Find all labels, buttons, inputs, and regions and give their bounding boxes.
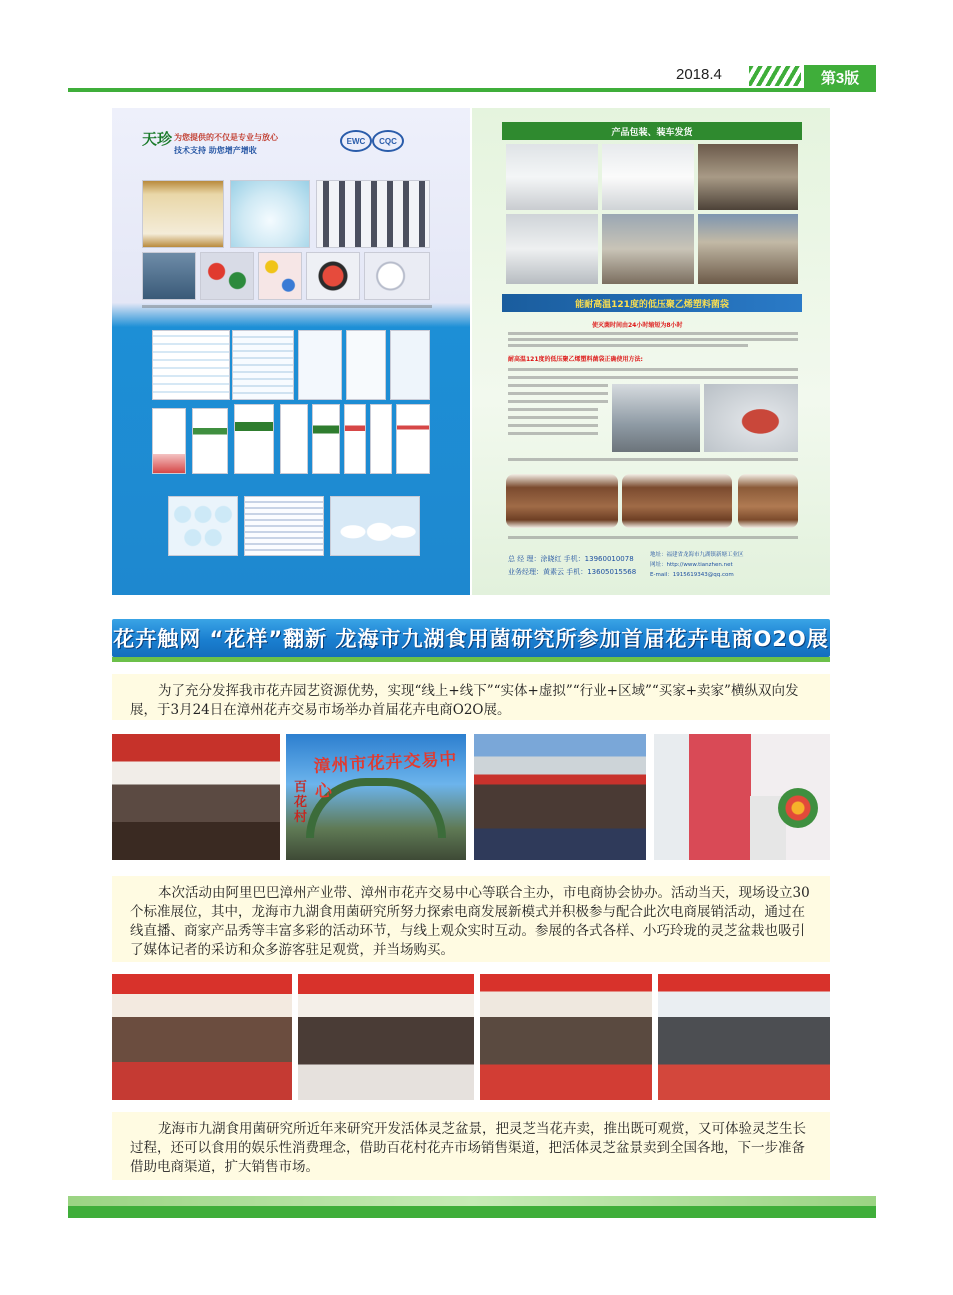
printed-bag-image xyxy=(370,404,392,474)
contact-website: 网址：http://www.tianzhen.net xyxy=(650,562,733,568)
ad-left-panel xyxy=(112,108,470,595)
banner-stripe xyxy=(112,657,830,662)
fine-print xyxy=(508,344,748,347)
event-photo-gate xyxy=(286,734,466,860)
sterilization-band-title: 能耐高温121度的低压聚乙烯塑料菌袋 xyxy=(502,294,802,312)
bottle-caps-image xyxy=(200,252,254,300)
flat-bag-image xyxy=(346,330,386,400)
printed-bag-image xyxy=(312,404,340,474)
article-title: 花卉触网 “花样”翻新 龙海市九湖食用菌研究所参加首届花卉电商O2O展 xyxy=(113,627,829,651)
truck-photo xyxy=(698,144,798,210)
event-photo-audience xyxy=(474,734,646,860)
sterilization-highlight: 使灭菌时间由24小时缩短为8小时 xyxy=(592,322,683,329)
bag-stack-image xyxy=(232,330,294,400)
ad-brand-name: 天珍 xyxy=(142,130,173,148)
fine-print xyxy=(508,392,608,395)
issue-date: 2018.4 xyxy=(676,66,722,83)
workshop-image xyxy=(142,252,196,300)
event-photo-booth xyxy=(112,734,280,860)
fine-print xyxy=(508,400,608,403)
ad-slogan: 为您提供的不仅是专业与放心 xyxy=(174,133,278,142)
article-title-banner xyxy=(112,619,830,657)
paragraph-intro: 为了充分发挥我市花卉园艺资源优势，实现“线上+线下”“实体+虚拟”“行业+区域”“买家+卖家”横纵双向发展，于3月24日在漳州花卉交易市场举办首届花卉电商O2O展。 xyxy=(112,674,830,720)
paragraph-summary: 龙海市九湖食用菌研究所近年来研究开发活体灵芝盆景，把灵芝当花卉卖，推出既可观赏，又可体验灵芝生长过程，还可以食用的娱乐性消费理念，借助百花村花卉市场销售渠道，把活体灵芝盆景卖到全国各地，下一步准备借助电商渠道，扩大销售市场。 xyxy=(112,1112,830,1180)
booth-photo xyxy=(112,974,292,1100)
packing-photo xyxy=(506,144,598,210)
contact-manager: 总 经 理：涂晓红 手机：13960010078 xyxy=(508,555,634,563)
warehouse-photo xyxy=(602,214,694,284)
packing-band-title: 产品包装、装车发货 xyxy=(502,122,802,140)
fine-print xyxy=(508,408,598,411)
fine-print xyxy=(508,416,598,419)
fine-print xyxy=(508,376,798,379)
grow-bag-photo xyxy=(506,474,618,528)
fine-print xyxy=(508,432,598,435)
fine-print xyxy=(508,332,798,335)
flat-bag-image xyxy=(390,330,430,400)
bag-stack-image xyxy=(152,330,230,400)
paragraph-event: 本次活动由阿里巴巴漳州产业带、漳州市花卉交易中心等联合主办，市电商协会协办。活动当天，现场设立30个标准展位，其中，龙海市九湖食用菌研究所努力探索电商发展新模式并积极参与配合此次电商展销活动，通过在线直播、商家产品秀等丰富多彩的活动环节，与线上观众实时互动。参展的各式各样、小巧玲珑的灵芝盆栽也吸引了媒体记者的采访和众多游客驻足观赏，并当场购买。 xyxy=(112,876,830,962)
fine-print xyxy=(508,338,798,341)
booth-photo xyxy=(658,974,830,1100)
booth-photo xyxy=(298,974,474,1100)
product-bags-image xyxy=(230,180,310,248)
certificate-image xyxy=(142,180,224,248)
footer-band-light xyxy=(68,1196,876,1206)
ad-right-panel xyxy=(472,108,830,595)
certification-logo: EWC xyxy=(340,130,372,152)
booth-photo xyxy=(480,974,652,1100)
fine-print xyxy=(508,368,798,371)
loaded-truck-photo xyxy=(698,214,798,284)
usage-heading: 耐高温121度的低压聚乙烯塑料菌袋正确使用方法: xyxy=(508,356,643,363)
flower-arrangement xyxy=(778,788,818,828)
plastic-tubes-image xyxy=(316,180,430,248)
fine-print xyxy=(508,424,598,427)
printed-bag-image xyxy=(344,404,366,474)
printed-bag-image xyxy=(152,408,186,474)
grow-bag-photo xyxy=(738,474,798,528)
header-stripes xyxy=(749,66,801,86)
packing-photo xyxy=(506,214,598,284)
packing-photo xyxy=(602,144,694,210)
contact-address: 地址：福建省龙海市九湖镇新塘工业区 xyxy=(650,552,744,558)
fine-print xyxy=(508,536,798,539)
contact-sales: 业务经理：黄素云 手机：13605015568 xyxy=(508,568,637,576)
ad-subslogan: 技术支持 助您增产增收 xyxy=(174,146,257,155)
contact-email: E-mail：1915619343@qq.com xyxy=(650,572,734,578)
tile-caption xyxy=(142,305,432,308)
printed-bag-image xyxy=(280,404,308,474)
caps-set-image xyxy=(306,252,360,300)
white-bottles-image xyxy=(330,496,420,556)
fine-print xyxy=(508,384,608,387)
white-caps-image xyxy=(364,252,430,300)
fine-print xyxy=(508,458,798,461)
page-number-badge: 第3版 xyxy=(804,65,876,89)
event-photo-speaker xyxy=(654,734,830,860)
footer-band xyxy=(68,1206,876,1218)
grow-bag-photo xyxy=(622,474,732,528)
printed-bag-image xyxy=(234,404,274,474)
gate-sign-text: 漳州市花卉交易中心 xyxy=(313,749,458,802)
certification-logo: CQC xyxy=(372,130,404,152)
bottle-tray-image xyxy=(168,496,238,556)
colored-caps-image xyxy=(258,252,302,300)
basket-tray-image xyxy=(244,496,324,556)
printed-bag-image xyxy=(192,408,228,474)
autoclave-photo xyxy=(612,384,700,452)
header-rule xyxy=(68,88,876,92)
boiler-photo xyxy=(704,384,798,452)
printed-bag-image xyxy=(396,404,430,474)
flat-bag-image xyxy=(298,330,342,400)
gate-side-text: 百花村 xyxy=(294,780,308,825)
